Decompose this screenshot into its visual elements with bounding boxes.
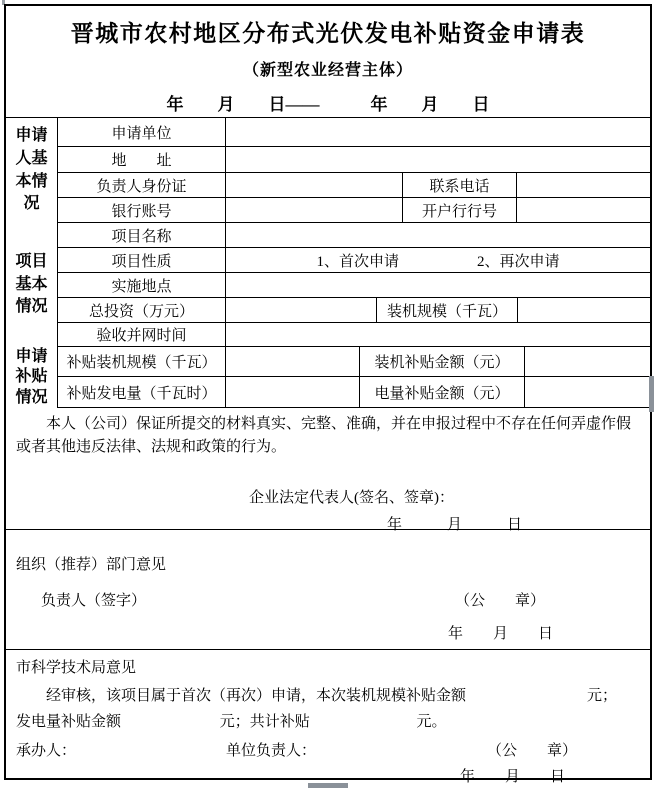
table-row <box>58 248 650 273</box>
applicant-unit-label: 申请单位 <box>58 118 226 146</box>
section-header-applicant-label: 申请人基本情况 <box>15 127 48 213</box>
legal-representative-signature-label[interactable]: 企业法定代表人(签名、签章)： <box>249 489 454 506</box>
subsidy-energy-amount-label: 电量补贴金额（元） <box>360 377 525 407</box>
bureau-official-seal-label: （公 章） <box>486 742 577 759</box>
project-grid-time-field[interactable] <box>226 323 650 346</box>
application-form <box>4 4 652 785</box>
bureau-review-prefix: 经审核，该项目属于首次（再次）申请，本次装机规模补贴金额 <box>46 687 467 704</box>
bureau-amount-line <box>6 711 650 734</box>
project-investment-field[interactable] <box>226 298 377 322</box>
horizontal-scrollbar-thumb[interactable] <box>308 783 348 788</box>
subsidy-capacity-label: 补贴装机规模（千瓦） <box>58 347 226 376</box>
table-row <box>58 347 650 377</box>
org-official-seal-label: （公 章） <box>454 592 545 609</box>
section-subsidy <box>6 347 650 408</box>
applicant-id-field[interactable] <box>226 173 403 197</box>
section-project <box>6 223 650 347</box>
bureau-energy-subsidy-label: 发电量补贴金额 <box>16 714 122 730</box>
applicant-bank-field[interactable] <box>226 198 403 222</box>
project-nature-label: 项目性质 <box>58 248 226 272</box>
project-capacity-field[interactable] <box>518 298 650 322</box>
vertical-scrollbar-thumb[interactable] <box>649 376 654 412</box>
project-capacity-label: 装机规模（千瓦） <box>377 298 518 322</box>
bureau-amount-unit: 元。 <box>416 714 447 730</box>
project-nature-option-repeat[interactable]: 2、再次申请 <box>477 253 560 270</box>
section-header-applicant <box>6 118 58 223</box>
applicant-phone-label: 联系电话 <box>403 173 517 197</box>
section-header-project-label: 项目基本情况 <box>15 252 48 316</box>
org-head-signature-label[interactable]: 负责人（签字） <box>41 592 147 609</box>
table-row <box>58 173 650 198</box>
project-location-label: 实施地点 <box>58 273 226 297</box>
section-applicant <box>6 118 650 223</box>
applicant-address-field[interactable] <box>226 147 650 172</box>
bureau-handler-label[interactable]: 承办人： <box>16 742 77 759</box>
bureau-review-unit: 元； <box>586 687 617 704</box>
applicant-branch-field[interactable] <box>517 198 650 222</box>
subsidy-capacity-amount-label: 装机补贴金额（元） <box>360 347 525 376</box>
table-row <box>58 298 650 323</box>
table-row <box>58 223 650 248</box>
bureau-signature-row <box>6 740 650 763</box>
applicant-bank-label: 银行账号 <box>58 198 226 222</box>
section-applicant-rows <box>58 118 650 223</box>
bureau-opinion-title: 市科学技术局意见 <box>16 660 137 676</box>
form-title: 晋城市农村地区分布式光伏发电补贴资金申请表 <box>70 21 586 46</box>
bureau-unit-head-label[interactable]: 单位负责人： <box>226 742 317 759</box>
applicant-address-label: 地 址 <box>58 147 226 172</box>
section-header-subsidy <box>6 347 58 408</box>
section-project-rows <box>58 223 650 347</box>
table-row <box>58 147 650 173</box>
form-subtitle: （新型农业经营主体） <box>242 62 413 79</box>
applicant-phone-field[interactable] <box>517 173 650 197</box>
table-row <box>58 377 650 408</box>
applicant-branch-label: 开户行行号 <box>403 198 517 222</box>
table-row <box>58 323 650 347</box>
subsidy-capacity-field[interactable] <box>226 347 360 376</box>
table-row <box>58 273 650 298</box>
bureau-opinion-block <box>6 650 650 783</box>
project-name-label: 项目名称 <box>58 223 226 247</box>
project-location-field[interactable] <box>226 273 650 297</box>
bureau-total-subsidy-label: 元；共计补贴 <box>219 714 310 730</box>
declaration-text: 本人（公司）保证所提交的材料真实、完整、准确，并在申报过程中不存在任何弄虚作假或者其他违反法律、法规和政策的行为。 <box>16 416 632 456</box>
org-opinion-block <box>6 530 650 650</box>
project-investment-label: 总投资（万元） <box>58 298 226 322</box>
subsidy-energy-amount-field[interactable] <box>525 377 650 407</box>
declaration-block <box>6 413 650 533</box>
table-row <box>58 118 650 147</box>
org-opinion-signature-row <box>6 590 650 613</box>
section-subsidy-rows <box>58 347 650 408</box>
declaration-date-line: 年 月 日 <box>386 517 522 533</box>
org-opinion-title: 组织（推荐）部门意见 <box>16 557 167 573</box>
applicant-id-label: 负责人身份证 <box>58 173 226 197</box>
section-header-project <box>6 223 58 347</box>
table-row <box>58 198 650 223</box>
section-header-subsidy-label: 申请补贴情况 <box>15 348 48 406</box>
subsidy-energy-label: 补贴发电量（千瓦时） <box>58 377 226 407</box>
bureau-date-line: 年 月 日 <box>459 769 565 785</box>
subsidy-capacity-amount-field[interactable] <box>525 347 650 376</box>
project-name-field[interactable] <box>226 223 650 247</box>
bureau-review-line <box>6 685 650 708</box>
org-opinion-date-line: 年 月 日 <box>447 626 553 642</box>
applicant-unit-field[interactable] <box>226 118 650 146</box>
form-header <box>6 6 650 118</box>
bureau-capacity-subsidy-amount-blank[interactable] <box>466 685 587 708</box>
project-nature-option-first[interactable]: 1、首次申请 <box>316 253 399 270</box>
subsidy-energy-field[interactable] <box>226 377 360 407</box>
project-nature-field[interactable] <box>226 248 650 272</box>
project-grid-time-label: 验收并网时间 <box>58 323 226 346</box>
form-date-range: 年 月 日—— 年 月 日 <box>166 95 490 114</box>
